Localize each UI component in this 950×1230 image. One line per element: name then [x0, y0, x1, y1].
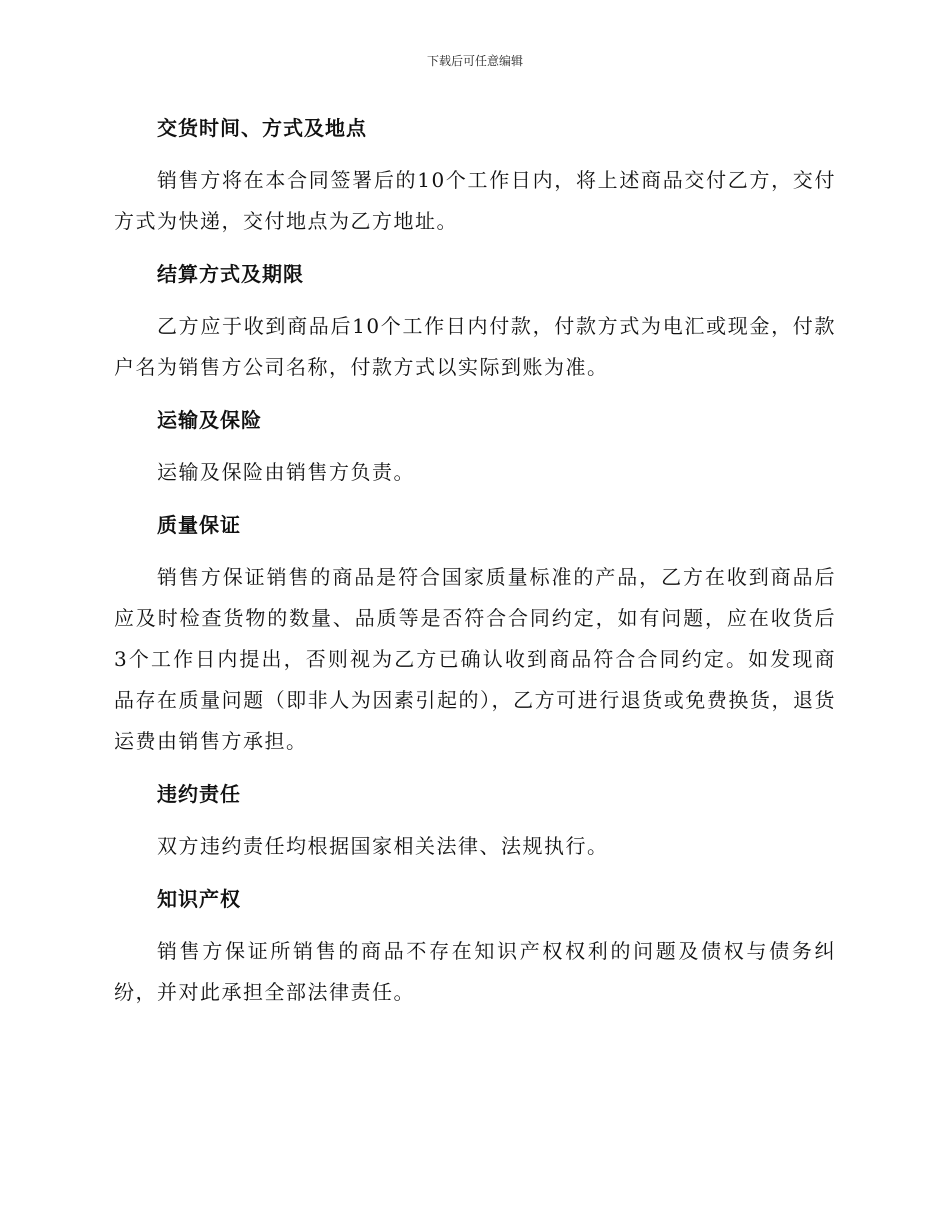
section-paragraph: 销售方保证所销售的商品不存在知识产权权利的问题及债权与债务纠纷，并对此承担全部法律责任。	[114, 939, 836, 1004]
section-settlement	[114, 254, 836, 388]
section-breach-liability	[114, 774, 836, 867]
section-transport-insurance	[114, 400, 836, 493]
section-paragraph: 销售方保证销售的商品是符合国家质量标准的产品，乙方在收到商品后应及时检查货物的数量、品质等是否符合合同约定，如有问题，应在收货后3个工作日内提出，否则视为乙方已确认收到商品符合合同约定。如发现商品存在质量问题（即非人为因素引起的），乙方可进行退货或免费换货，退货运费由销售方承担。	[114, 565, 836, 753]
document-body	[114, 108, 836, 1025]
section-heading: 交货时间、方式及地点	[157, 116, 367, 140]
section-paragraph: 运输及保险由销售方负责。	[157, 460, 415, 484]
section-intellectual-property	[114, 879, 836, 1013]
section-quality-guarantee	[114, 505, 836, 762]
section-heading: 质量保证	[157, 513, 241, 537]
section-heading: 结算方式及期限	[157, 262, 304, 286]
section-heading: 违约责任	[157, 782, 241, 806]
section-paragraph: 双方违约责任均根据国家相关法律、法规执行。	[157, 834, 609, 858]
section-delivery	[114, 108, 836, 242]
section-paragraph: 销售方将在本合同签署后的10个工作日内，将上述商品交付乙方，交付方式为快递，交付地点为乙方地址。	[114, 168, 836, 233]
page-header: 下载后可任意编辑	[426, 54, 523, 68]
section-heading: 知识产权	[157, 887, 241, 911]
section-heading: 运输及保险	[157, 408, 262, 432]
section-paragraph: 乙方应于收到商品后10个工作日内付款，付款方式为电汇或现金，付款户名为销售方公司名称，付款方式以实际到账为准。	[114, 314, 836, 379]
